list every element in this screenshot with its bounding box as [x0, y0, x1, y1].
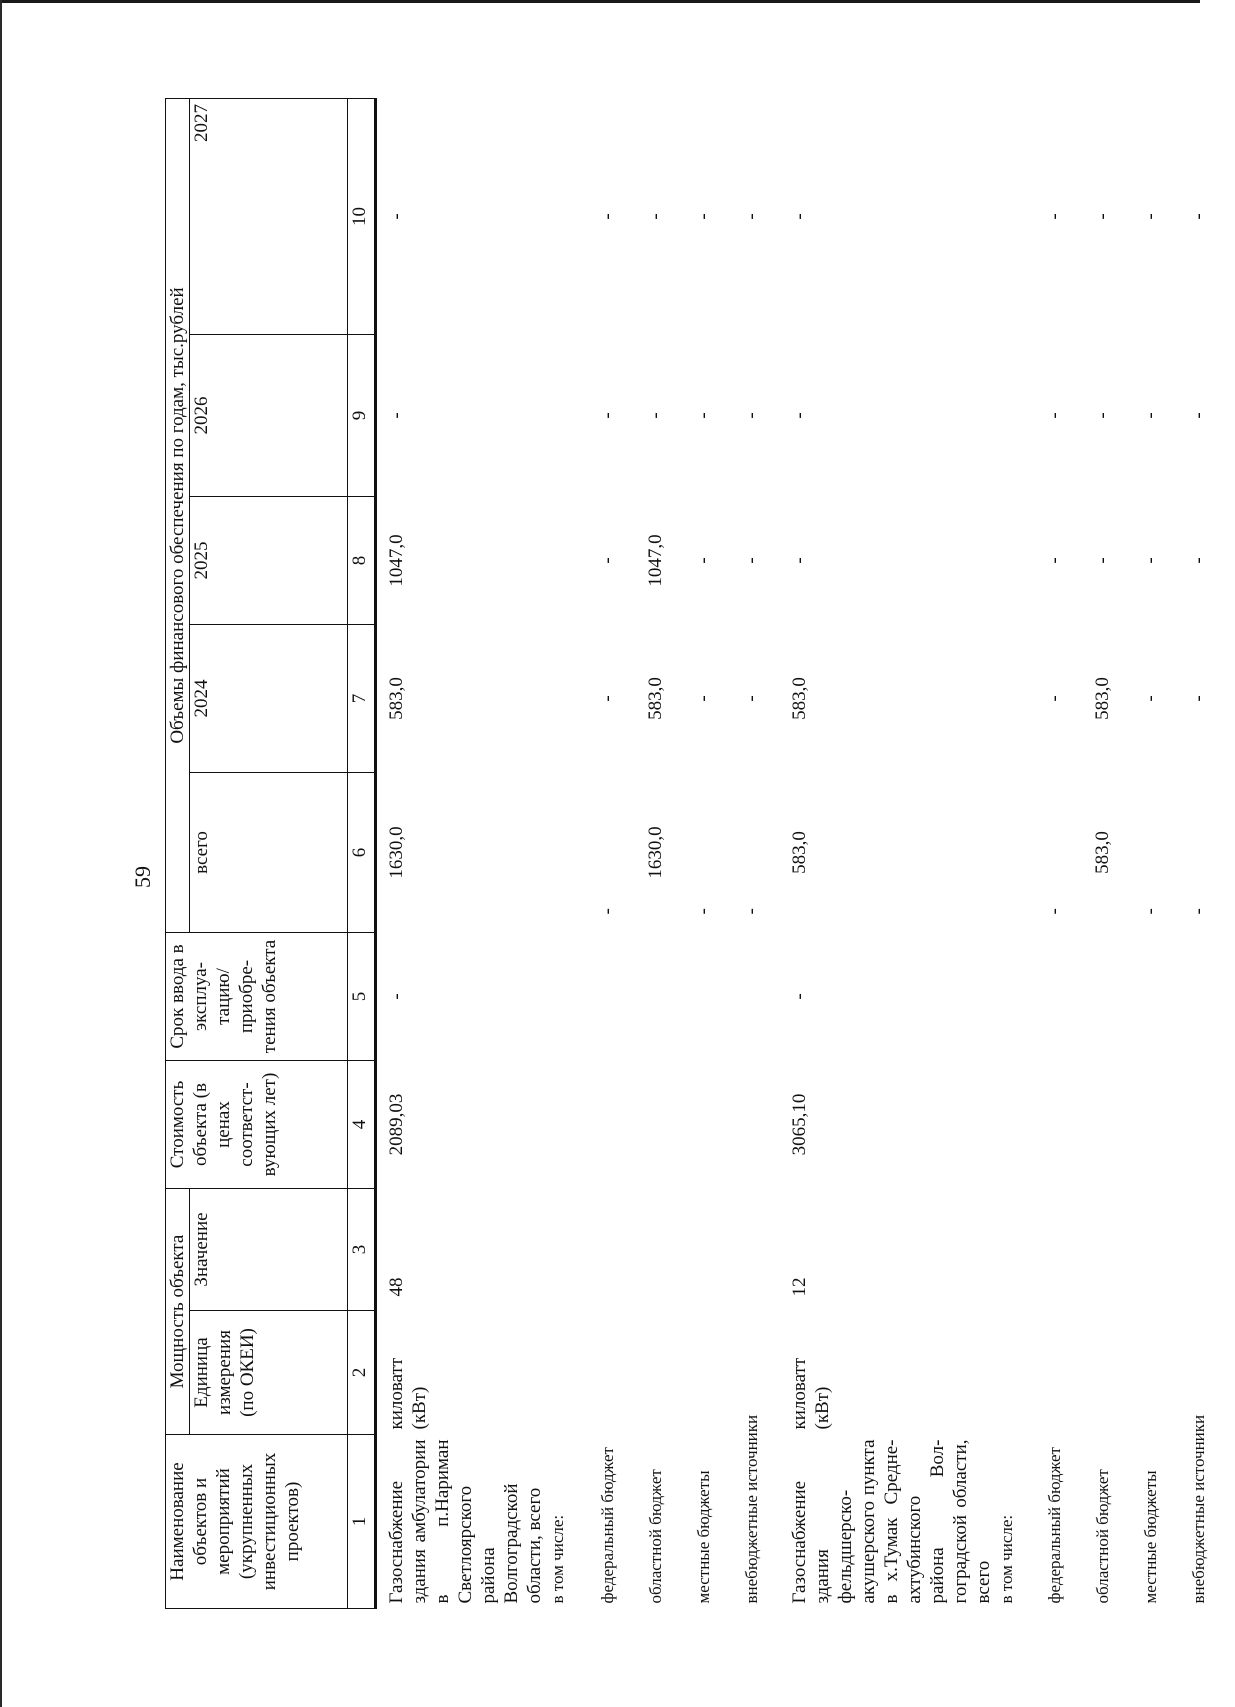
row-2027: - [597, 213, 618, 220]
table-row [546, 99, 596, 1609]
row-2024: - [741, 695, 762, 702]
row-2027: - [741, 213, 762, 220]
table-row [740, 99, 788, 1609]
row-2025: - [741, 557, 762, 564]
row-name: в том числе: [997, 1514, 1016, 1604]
row-2027: - [789, 213, 810, 220]
row-2025: - [1140, 557, 1161, 564]
row-2027: - [693, 213, 714, 220]
row-name: внебюджетные источники [1189, 1414, 1208, 1604]
row-term: - [789, 993, 810, 1000]
table-row [788, 99, 995, 1609]
row-2027: - [1044, 213, 1065, 220]
column-number: 10 [348, 99, 376, 335]
column-number: 5 [348, 933, 376, 1061]
header-total: всего [190, 773, 348, 933]
row-unit: киловатт (кВт) [386, 1357, 430, 1430]
row-cost: 2089,03 [386, 1093, 407, 1156]
table-row [596, 99, 644, 1609]
rotated-page [165, 99, 1209, 1609]
row-cost: 3065,10 [789, 1093, 810, 1156]
row-total: - [1140, 908, 1161, 915]
row-2024: 583,0 [789, 677, 810, 720]
row-name: внебюджетные источники [742, 1414, 761, 1604]
row-name: областной бюджет [1093, 1469, 1112, 1604]
column-number: 1 [348, 1435, 376, 1609]
row-total: 583,0 [789, 831, 810, 874]
row-2027: - [1188, 213, 1209, 220]
header-name: Наименование объектов и мероприятий (укрупненных инвестиционных проектов) [166, 1435, 348, 1609]
header-2025: 2025 [190, 497, 348, 625]
column-number: 6 [348, 773, 376, 933]
row-2026: - [1140, 412, 1161, 419]
column-number-row [348, 99, 376, 1609]
table-header [166, 99, 376, 1609]
row-2026: - [597, 412, 618, 419]
row-2026: - [789, 412, 810, 419]
row-2026: - [1188, 412, 1209, 419]
row-name: федеральный бюджет [598, 1447, 617, 1604]
row-2025: - [1092, 557, 1113, 564]
row-name: в том числе: [548, 1514, 567, 1604]
row-2025: 1047,0 [386, 534, 407, 587]
column-number: 4 [348, 1061, 376, 1189]
column-number: 2 [348, 1311, 376, 1435]
row-2026: - [1092, 412, 1113, 419]
row-total: 583,0 [1092, 831, 1113, 874]
row-value: 48 [386, 1277, 407, 1297]
row-2027: - [386, 213, 407, 220]
header-value: Значение [190, 1189, 348, 1311]
row-2025: - [597, 557, 618, 564]
row-2024: - [1140, 695, 1161, 702]
row-name: местные бюджеты [1141, 1470, 1160, 1604]
row-2024: 583,0 [1092, 677, 1113, 720]
scan-edge-top [0, 0, 1200, 3]
row-name: Газоснабжение здания фельдшерско-акушерского пункта в х.Тумак Средне-ахтубинского района Вол-гоградской области, всего [789, 1439, 994, 1604]
column-number: 7 [348, 625, 376, 773]
row-2024: - [597, 695, 618, 702]
spacer [376, 99, 386, 1609]
row-total: - [1188, 908, 1209, 915]
row-total: - [693, 908, 714, 915]
header-term: Срок ввода в эксплуа-тацию/ приобре-тения объекта [166, 933, 348, 1061]
table-row [692, 99, 740, 1609]
row-2024: 583,0 [645, 677, 666, 720]
header-financing: Объемы финансового обеспечения по годам, тыс.рублей [166, 99, 190, 933]
financing-table [165, 98, 1235, 1609]
header-capacity: Мощность объекта [166, 1189, 190, 1435]
table-row [1043, 99, 1091, 1609]
row-total: - [1044, 908, 1065, 915]
row-2025: - [1044, 557, 1065, 564]
row-name: местные бюджеты [694, 1470, 713, 1604]
row-name: федеральный бюджет [1045, 1447, 1064, 1604]
header-2027: 2027 [190, 99, 348, 335]
header-cost: Стоимость объекта (в ценах соответст-вующих лет) [166, 1061, 348, 1189]
page-number: 59 [130, 866, 155, 888]
table-row [644, 99, 692, 1609]
row-2026: - [693, 412, 714, 419]
table-body [376, 99, 1235, 1609]
row-2026: - [1044, 412, 1065, 419]
row-2027: - [1092, 213, 1113, 220]
row-2024: - [693, 695, 714, 702]
row-2026: - [741, 412, 762, 419]
header-unit: Единица измерения (по ОКЕИ) [190, 1311, 348, 1435]
row-2027: - [1140, 213, 1161, 220]
table-row [1187, 99, 1235, 1609]
column-number: 9 [348, 335, 376, 497]
column-number: 3 [348, 1189, 376, 1311]
row-2024: 583,0 [386, 677, 407, 720]
row-2024: - [1188, 695, 1209, 702]
row-2026: - [645, 412, 666, 419]
row-total: 1630,0 [386, 826, 407, 879]
row-2025: 1047,0 [645, 534, 666, 587]
row-2025: - [693, 557, 714, 564]
row-2026: - [386, 412, 407, 419]
row-name: областной бюджет [646, 1469, 665, 1604]
header-2024: 2024 [190, 625, 348, 773]
row-term: - [386, 993, 407, 1000]
row-total: 1630,0 [645, 826, 666, 879]
table-row [385, 99, 546, 1609]
row-value: 12 [789, 1277, 810, 1297]
row-unit: киловатт (кВт) [789, 1357, 833, 1430]
row-total: - [597, 908, 618, 915]
table-row [1091, 99, 1139, 1609]
row-2024: - [1044, 695, 1065, 702]
row-2025: - [1188, 557, 1209, 564]
table-row [1139, 99, 1187, 1609]
row-2025: - [789, 557, 810, 564]
scan-edge-left [0, 0, 2, 1707]
header-2026: 2026 [190, 335, 348, 497]
column-number: 8 [348, 497, 376, 625]
row-2027: - [645, 213, 666, 220]
row-total: - [741, 908, 762, 915]
table-row [995, 99, 1043, 1609]
row-name: Газоснабжение здания амбулатории в п.Нариман Светлоярского района Волгоградской области, всего [386, 1439, 545, 1604]
